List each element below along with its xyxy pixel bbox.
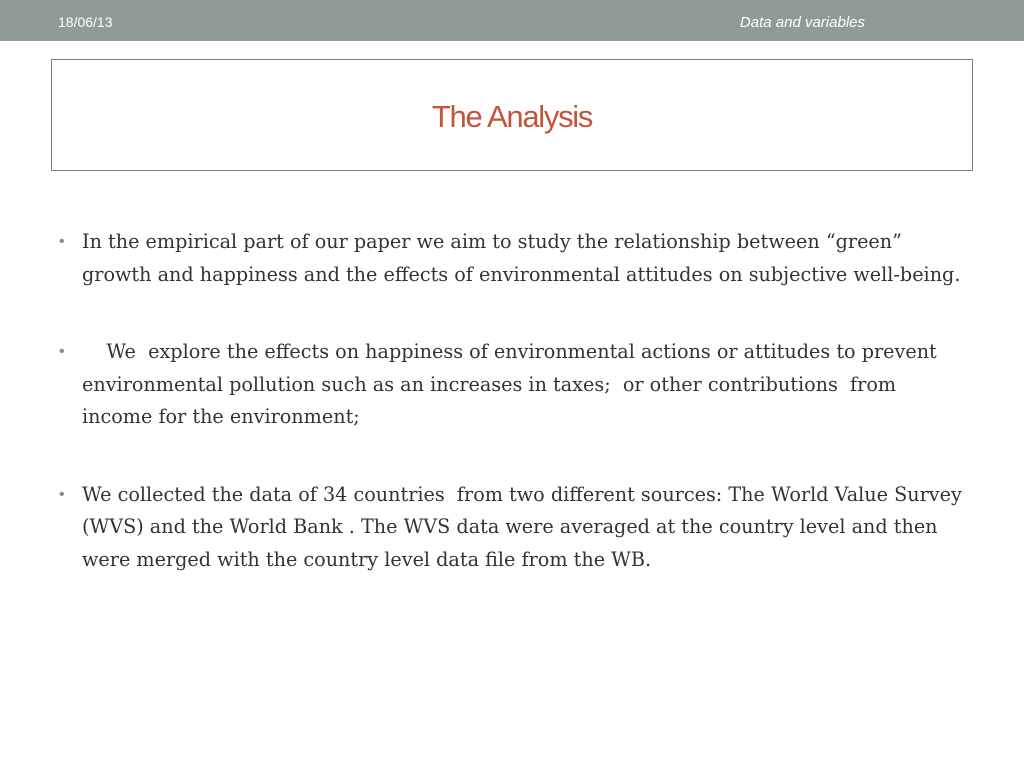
bullet-list xyxy=(59,226,969,621)
slide-title: The Analysis xyxy=(431,99,593,134)
title-box xyxy=(51,59,973,171)
bullet-item xyxy=(59,336,969,434)
bullet-icon: • xyxy=(59,233,65,250)
bullet-icon: • xyxy=(59,485,65,503)
bullet-text: We collected the data of 34 countries from two different sources: The World Value Survey (WVS) and the World Bank . The WVS data were averaged at the country level and then were merged with the country level data file from the WB. xyxy=(82,482,962,571)
section-label: Data and variables xyxy=(739,14,865,31)
bullet-text: In the empirical part of our paper we aim to study the relationship between “green” growth and happiness and the effects of environmental attitudes on subjective well-being. xyxy=(82,230,961,286)
bullet-icon: • xyxy=(59,343,65,360)
bullet-text: We explore the effects on happiness of environmental actions or attitudes to prevent environmental pollution such as an increases in taxes; or other contributions from income for the environment; xyxy=(82,340,937,428)
bullet-item xyxy=(59,479,969,577)
slide-date: 18/06/13 xyxy=(58,14,113,30)
bullet-item xyxy=(59,226,969,291)
header-bar xyxy=(0,0,1024,41)
